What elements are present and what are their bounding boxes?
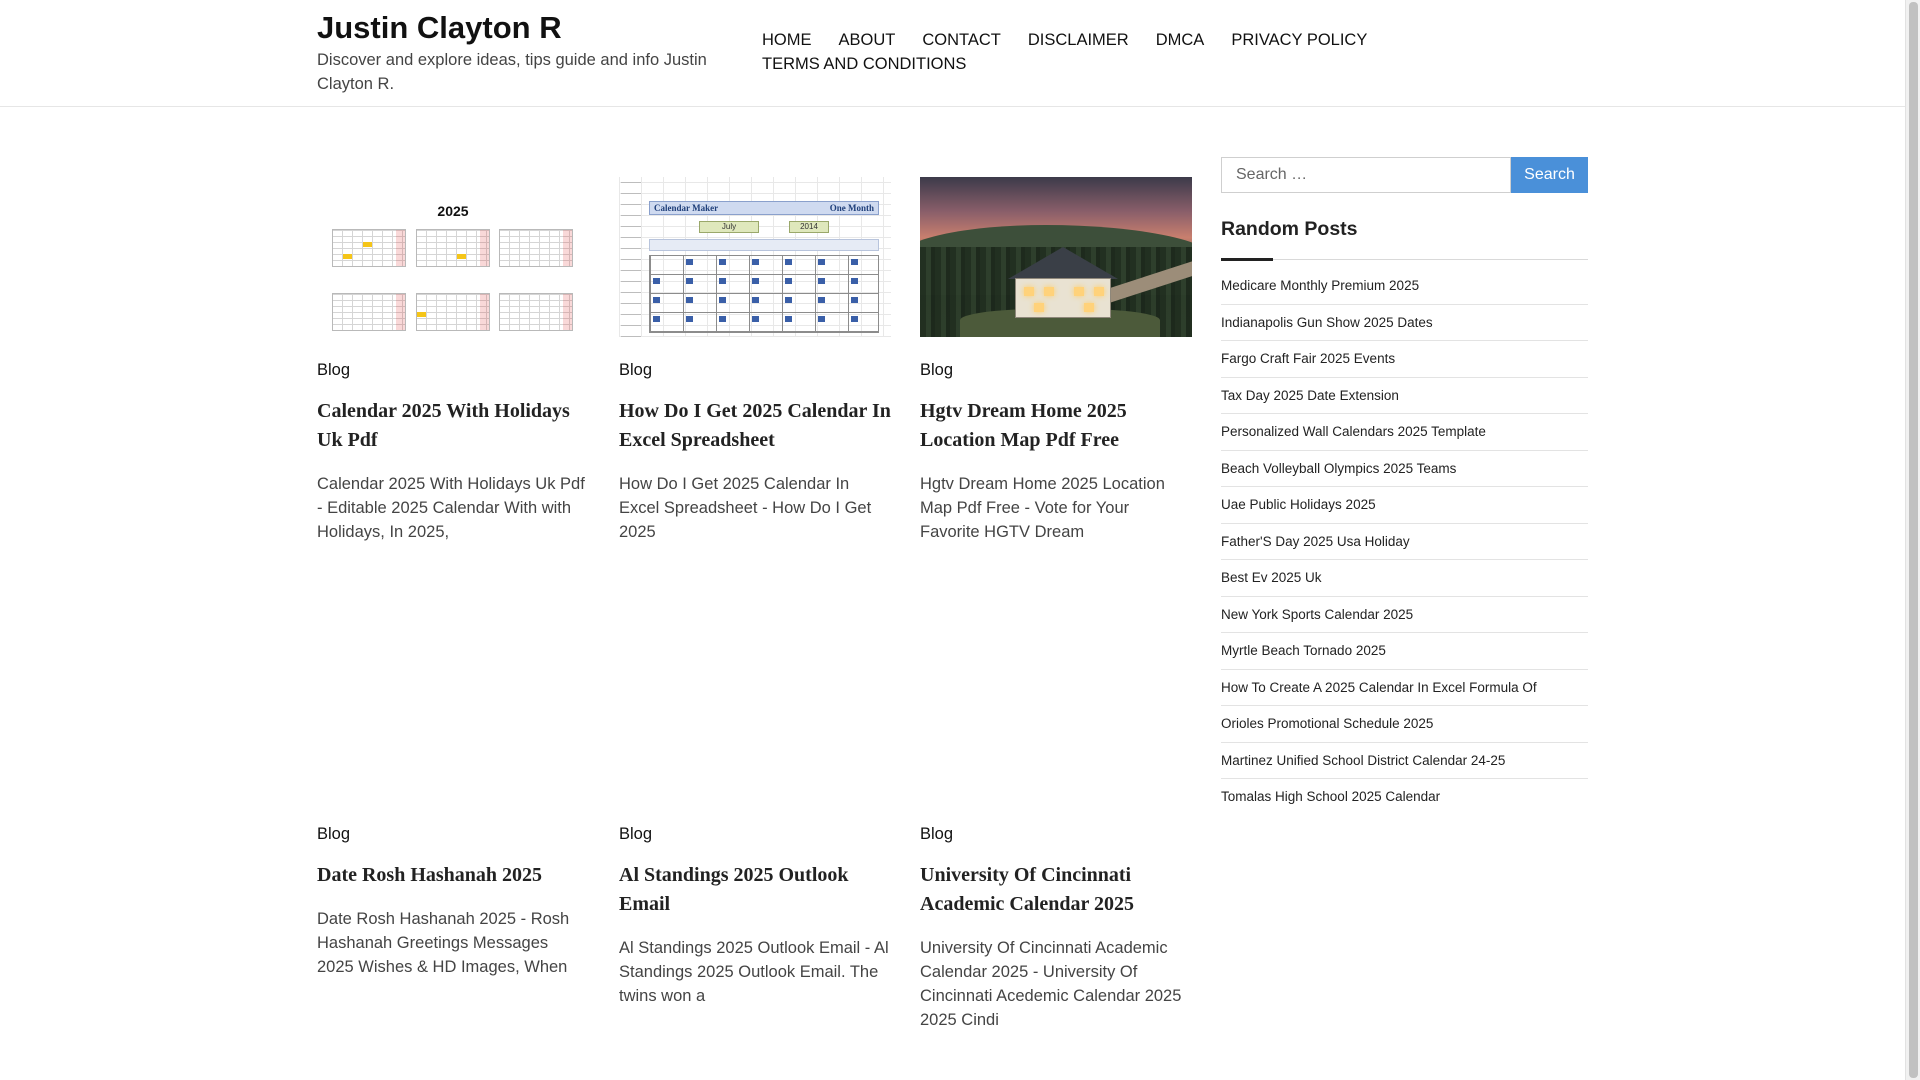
post-excerpt: Al Standings 2025 Outlook Email - Al Standings 2025 Outlook Email. The twins won a xyxy=(619,939,889,1005)
random-post-link[interactable]: Personalized Wall Calendars 2025 Template xyxy=(1221,424,1486,439)
spreadsheet-weekday-row xyxy=(649,239,879,251)
post-card xyxy=(920,824,1192,1032)
house-shape xyxy=(1015,278,1111,318)
post-thumbnail-calendar[interactable] xyxy=(317,177,589,337)
random-post-link[interactable]: Beach Volleyball Olympics 2025 Teams xyxy=(1221,460,1457,476)
list-item xyxy=(1221,524,1588,561)
random-posts-list xyxy=(1221,268,1588,816)
random-post-link[interactable]: Indianapolis Gun Show 2025 Dates xyxy=(1221,314,1433,330)
list-item xyxy=(1221,670,1588,707)
site-title[interactable]: Justin Clayton R xyxy=(317,10,562,45)
post-card xyxy=(920,177,1192,544)
post-card xyxy=(317,177,589,544)
list-item xyxy=(1221,779,1588,816)
post-category[interactable]: Blog xyxy=(619,825,653,843)
search-input[interactable] xyxy=(1221,157,1511,193)
mini-calendar-icon xyxy=(499,293,573,331)
random-post-link[interactable]: Fargo Craft Fair 2025 Events xyxy=(1221,351,1396,366)
post-category[interactable]: Blog xyxy=(619,361,653,379)
nav-contact[interactable]: CONTACT xyxy=(922,31,1001,49)
mini-calendar-icon xyxy=(332,293,406,331)
widget-divider-accent xyxy=(1221,258,1273,261)
nav-about[interactable]: ABOUT xyxy=(838,31,896,49)
site-header xyxy=(0,0,1905,107)
nav-home[interactable]: HOME xyxy=(762,31,812,49)
post-title[interactable]: How Do I Get 2025 Calendar In Excel Spreadsheet xyxy=(619,400,891,451)
post-title[interactable]: Date Rosh Hashanah 2025 xyxy=(317,864,543,886)
list-item xyxy=(1221,341,1588,378)
nav-privacy-policy[interactable]: PRIVACY POLICY xyxy=(1231,31,1368,49)
list-item xyxy=(1221,633,1588,670)
list-item xyxy=(1221,487,1588,524)
main-nav xyxy=(762,28,1402,76)
nav-dmca[interactable]: DMCA xyxy=(1155,31,1205,49)
thumbnail-year-label: 2025 xyxy=(437,203,469,219)
site-description: Discover and explore ideas, tips guide and info Justin Clayton R. xyxy=(317,51,707,93)
list-item xyxy=(1221,378,1588,415)
post-title[interactable]: Hgtv Dream Home 2025 Location Map Pdf Free xyxy=(920,400,1127,451)
search-form xyxy=(1221,157,1588,193)
search-button[interactable]: Search xyxy=(1511,157,1588,193)
mini-calendar-icon xyxy=(499,229,573,267)
spreadsheet-header: Calendar Maker One Month xyxy=(649,201,879,215)
post-category[interactable]: Blog xyxy=(920,361,954,379)
spreadsheet-year-cell: 2014 xyxy=(789,221,829,233)
random-posts-heading: Random Posts xyxy=(1221,218,1358,240)
random-post-link[interactable]: Tax Day 2025 Date Extension xyxy=(1221,387,1399,403)
random-post-link[interactable]: Myrtle Beach Tornado 2025 xyxy=(1221,643,1386,658)
list-item xyxy=(1221,414,1588,451)
spreadsheet-calendar-grid xyxy=(649,255,879,333)
post-card xyxy=(619,177,891,544)
post-card xyxy=(317,824,589,979)
list-item xyxy=(1221,743,1588,780)
list-item xyxy=(1221,451,1588,488)
house-roof-shape xyxy=(1008,247,1118,279)
post-category[interactable]: Blog xyxy=(920,825,954,843)
mini-calendar-icon xyxy=(416,293,490,331)
post-thumbnail-house-photo[interactable] xyxy=(920,177,1192,337)
widget-divider xyxy=(1221,259,1588,260)
post-thumbnail-spreadsheet[interactable] xyxy=(619,177,891,337)
post-title[interactable]: University Of Cincinnati Academic Calendar 2025 xyxy=(920,864,1135,915)
random-post-link[interactable]: Tomalas High School 2025 Calendar xyxy=(1221,789,1441,804)
mini-calendar-icon xyxy=(416,229,490,267)
spreadsheet-row-numbers xyxy=(621,177,641,337)
list-item xyxy=(1221,706,1588,743)
list-item xyxy=(1221,597,1588,634)
post-category[interactable]: Blog xyxy=(317,825,351,843)
post-excerpt: How Do I Get 2025 Calendar In Excel Spreadsheet - How Do I Get 2025 xyxy=(619,475,872,541)
random-post-link[interactable]: How To Create A 2025 Calendar In Excel Formula Of xyxy=(1221,679,1537,695)
post-category[interactable]: Blog xyxy=(317,361,351,379)
list-item xyxy=(1221,305,1588,342)
post-card xyxy=(619,824,891,1008)
post-excerpt: Calendar 2025 With Holidays Uk Pdf - Editable 2025 Calendar With with Holidays, In 2025, xyxy=(317,475,585,541)
random-post-link[interactable]: Martinez Unified School District Calendar 24-25 xyxy=(1221,752,1506,768)
spreadsheet-month-cell: July xyxy=(699,221,759,233)
random-post-link[interactable]: Father'S Day 2025 Usa Holiday xyxy=(1221,533,1410,549)
mini-calendar-icon xyxy=(332,229,406,267)
random-post-link[interactable]: Best Ev 2025 Uk xyxy=(1221,570,1322,585)
post-excerpt: University Of Cincinnati Academic Calendar 2025 - University Of Cincinnati Acedemic Calendar 2025 2025 Cindi xyxy=(920,939,1182,1029)
random-post-link[interactable]: Orioles Promotional Schedule 2025 xyxy=(1221,716,1434,731)
random-post-link[interactable]: New York Sports Calendar 2025 xyxy=(1221,606,1414,622)
page-scrollbar[interactable] xyxy=(1905,0,1920,1080)
post-title[interactable]: Calendar 2025 With Holidays Uk Pdf xyxy=(317,400,570,451)
post-title[interactable]: Al Standings 2025 Outlook Email xyxy=(619,864,849,915)
nav-terms-and-conditions[interactable]: TERMS AND CONDITIONS xyxy=(762,55,967,73)
post-excerpt: Date Rosh Hashanah 2025 - Rosh Hashanah Greetings Messages 2025 Wishes & HD Images, When xyxy=(317,910,570,976)
post-excerpt: Hgtv Dream Home 2025 Location Map Pdf Free - Vote for Your Favorite HGTV Dream xyxy=(920,475,1165,541)
list-item xyxy=(1221,560,1588,597)
random-post-link[interactable]: Uae Public Holidays 2025 xyxy=(1221,497,1376,512)
nav-disclaimer[interactable]: DISCLAIMER xyxy=(1027,31,1129,49)
list-item xyxy=(1221,268,1588,305)
scrollbar-thumb[interactable] xyxy=(1909,2,1918,1078)
random-post-link[interactable]: Medicare Monthly Premium 2025 xyxy=(1221,278,1420,293)
